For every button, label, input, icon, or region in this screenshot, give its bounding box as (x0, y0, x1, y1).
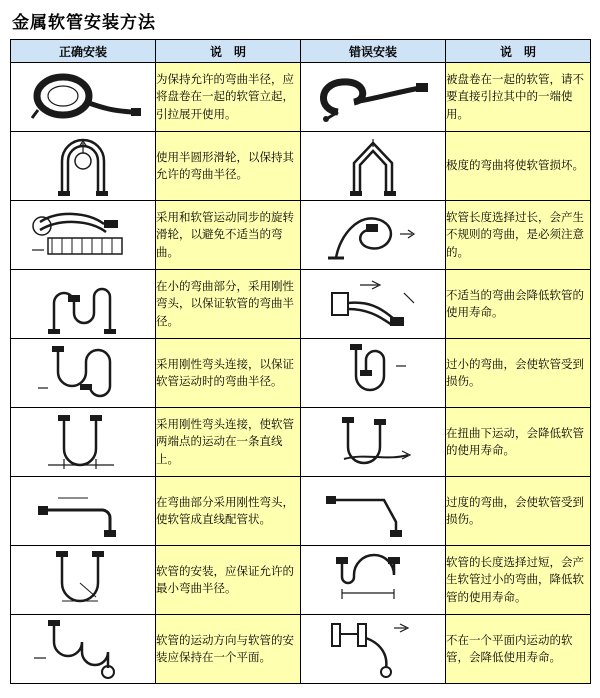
table-row (11, 408, 591, 477)
column-header-correct-note: 说 明 (156, 40, 301, 63)
note-text: 软管的安装，应保证允许的最小弯曲半径。 (156, 546, 301, 615)
figure-too-long-hose-irregular-bend-icon (301, 201, 446, 270)
table-row (11, 132, 591, 201)
table-row (11, 477, 591, 546)
figure-synchronized-rotating-pulley-icon (11, 201, 156, 270)
note-text: 使用半圆形滑轮，以保持其允许的弯曲半径。 (156, 132, 301, 201)
note-text: 在小的弯曲部分，采用刚性弯头，以保证软管的弯曲半径。 (156, 270, 301, 339)
note-text: 在弯曲部分采用刚性弯头，使软管成直线配管状。 (156, 477, 301, 546)
figure-coiled-hose-standing-icon (11, 63, 156, 132)
figure-too-small-bend-damage-icon (301, 339, 446, 408)
figure-rigid-elbow-straight-pipe-icon (11, 477, 156, 546)
table-row (11, 546, 591, 615)
note-text: 采用刚性弯头连接，使软管两端点的运动在一条直线上。 (156, 408, 301, 477)
note-text: 不在一个平面内运动的软管，会降低使用寿命。 (446, 615, 591, 684)
note-text: 过小的弯曲，会使软管受到损伤。 (446, 339, 591, 408)
table-row (11, 201, 591, 270)
note-text: 软管的运动方向与软管的安装应保持在一个平面。 (156, 615, 301, 684)
figure-too-long-small-bend-icon (301, 546, 446, 615)
figure-u-bend-straight-line-icon (11, 408, 156, 477)
table-row (11, 339, 591, 408)
table-row (11, 270, 591, 339)
figure-excessive-bend-damage-icon (301, 477, 446, 546)
figure-torsion-movement-icon (301, 408, 446, 477)
figure-improper-bend-short-life-icon (301, 270, 446, 339)
figure-coiled-hose-pulled-icon (301, 63, 446, 132)
note-text: 采用和软管运动同步的旋转滑轮，以避免不适当的弯曲。 (156, 201, 301, 270)
note-text: 被盘卷在一起的软管，请不要直接引拉其中的一端使用。 (446, 63, 591, 132)
note-text: 为保持允许的弯曲半径，应将盘卷在一起的软管立起，引拉展开使用。 (156, 63, 301, 132)
figure-same-plane-movement-icon (11, 615, 156, 684)
page-title: 金属软管安装方法 (12, 13, 156, 33)
table-row (11, 615, 591, 684)
table-row (11, 63, 591, 132)
figure-rigid-elbow-connection-icon (11, 339, 156, 408)
note-text: 在扭曲下运动，会降低软管的使用寿命。 (446, 408, 591, 477)
note-text: 过度的弯曲，会使软管受到损伤。 (446, 477, 591, 546)
note-text: 采用刚性弯头连接，以保证软管运动时的弯曲半径。 (156, 339, 301, 408)
note-text: 极度的弯曲将使软管损坏。 (446, 132, 591, 201)
figure-semicircle-pulley-icon (11, 132, 156, 201)
column-header-wrong-note: 说 明 (446, 40, 591, 63)
figure-out-of-plane-movement-icon (301, 615, 446, 684)
figure-rigid-bend-small-radius-icon (11, 270, 156, 339)
note-text: 不适当的弯曲会降低软管的使用寿命。 (446, 270, 591, 339)
column-header-correct-install: 正确安装 (11, 40, 156, 63)
table-header-row (11, 40, 591, 63)
note-text: 软管长度选择过长，会产生不规则的弯曲，是必须注意的。 (446, 201, 591, 270)
note-text: 软管的长度选择过短，会产生软管过小的弯曲，降低软管的使用寿命。 (446, 546, 591, 615)
figure-sharp-bend-pulley-icon (301, 132, 446, 201)
column-header-wrong-install: 错误安装 (301, 40, 446, 63)
figure-min-bend-radius-install-icon (11, 546, 156, 615)
installation-methods-table (10, 39, 591, 684)
